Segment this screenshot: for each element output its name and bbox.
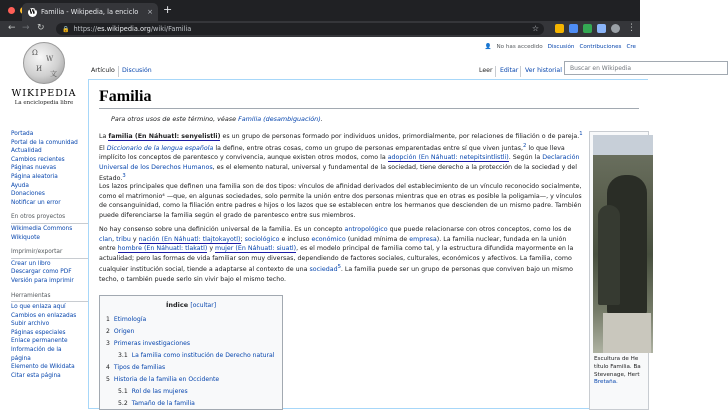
- toc-link[interactable]: Origen: [113, 328, 135, 335]
- link[interactable]: tribu: [116, 235, 131, 243]
- toc-item[interactable]: [118, 400, 195, 407]
- sidebar-item[interactable]: Enlace permanente: [11, 338, 68, 345]
- toc-item[interactable]: [106, 340, 190, 347]
- sidebar-item[interactable]: Cambios recientes: [11, 156, 65, 163]
- sidebar-item[interactable]: Portada: [11, 131, 34, 137]
- tab-discussion[interactable]: Discusión: [122, 67, 152, 74]
- bold-term: familia (En Náhuatl: senyelistli): [108, 133, 221, 141]
- paragraph-3: [99, 225, 583, 284]
- link[interactable]: sociedad: [309, 266, 338, 274]
- link[interactable]: económico: [311, 235, 346, 243]
- sidebar-item[interactable]: Páginas nuevas: [11, 165, 57, 172]
- sculpture-figure: [598, 205, 620, 305]
- sidebar-item[interactable]: Crear un libro: [11, 260, 51, 267]
- photo-sky: [593, 135, 653, 155]
- sidebar-item[interactable]: Ayuda: [11, 182, 29, 189]
- sidebar-item[interactable]: Lo que enlaza aquí: [11, 304, 66, 311]
- browser-toolbar: [0, 21, 640, 37]
- text: El: [99, 144, 107, 152]
- toc-number: 1: [106, 316, 110, 323]
- personal-tools: [485, 44, 636, 50]
- text: es un grupo de personas formado por individuos unidos, primordialmente, por relaciones de filiación o de pareja.: [220, 133, 580, 141]
- browser-tab-bar: [0, 0, 640, 21]
- caption-link[interactable]: Bretaña.: [594, 379, 618, 386]
- close-window-button[interactable]: [8, 7, 15, 14]
- tab-history[interactable]: Ver historial: [525, 67, 562, 74]
- sidebar-item[interactable]: Notificar un error: [11, 199, 61, 206]
- puzzle-globe-icon: Ω W И 文: [23, 42, 65, 84]
- link[interactable]: nación (En Náhuatl: tlajtokayotl): [138, 235, 241, 243]
- toc-item[interactable]: [106, 364, 165, 371]
- contributions-link[interactable]: Contribuciones: [579, 44, 622, 50]
- toc-link[interactable]: Historia de la familia en Occidente: [113, 376, 220, 383]
- browser-tab[interactable]: [22, 3, 158, 21]
- reference-link[interactable]: 5: [337, 264, 341, 270]
- thumbnail: [589, 131, 649, 410]
- toc-link[interactable]: Tamaño de la familia: [131, 400, 195, 407]
- reference-link[interactable]: 2: [523, 142, 527, 149]
- sculpture-pedestal: [603, 313, 651, 353]
- lock-icon: 🔒: [62, 25, 70, 33]
- toc-link[interactable]: La familia como institución de Derecho natural: [131, 352, 275, 359]
- toc-number: 3: [106, 340, 110, 347]
- caption-line: Stevenage, Hert: [594, 371, 640, 378]
- text: y: [130, 235, 139, 243]
- wikipedia-favicon-icon: W: [29, 8, 36, 16]
- disambiguation-link[interactable]: Familia (desambiguación): [238, 115, 321, 123]
- reference-link[interactable]: 1: [579, 131, 583, 137]
- url-path: /wiki/Familia: [150, 25, 192, 33]
- forward-arrow-icon[interactable]: →: [22, 23, 30, 33]
- toc-item[interactable]: [118, 388, 188, 395]
- toc-number: 5.2: [118, 400, 128, 407]
- sidebar-item[interactable]: Elemento de Wikidata: [11, 364, 75, 371]
- sidebar-item[interactable]: Portal de la comunidad: [11, 139, 78, 146]
- paragraph-1: [99, 130, 583, 184]
- sidebar-item[interactable]: Wikiquote: [11, 234, 40, 241]
- text: , es el elemento natural, universal y fundamental de la sociedad, tiene derecho a la protección de la sociedad y del Estado.: [99, 163, 578, 183]
- text: La: [99, 133, 109, 141]
- url-text: [73, 25, 191, 33]
- toc-link[interactable]: Primeras investigaciones: [113, 340, 191, 347]
- sidebar-item[interactable]: Subir archivo: [11, 321, 50, 328]
- bookmark-star-icon[interactable]: ☆: [531, 24, 539, 33]
- caption-line: Escultura de He: [594, 356, 639, 362]
- sidebar-item[interactable]: Información de la: [11, 347, 62, 354]
- search-input[interactable]: Buscar en Wikipedia: [564, 61, 728, 75]
- sidebar-item[interactable]: Páginas especiales: [11, 329, 66, 336]
- create-account-link[interactable]: Cre: [626, 44, 636, 50]
- page-title: Familia: [99, 88, 152, 105]
- toc-number: 4: [106, 364, 110, 371]
- toc-title: [100, 301, 282, 309]
- sidebar-heading-projects: En otros proyectos: [11, 213, 89, 224]
- toc-number: 5.1: [118, 388, 128, 395]
- extension-icon[interactable]: [583, 24, 592, 33]
- browser-menu-icon[interactable]: ⋮: [627, 23, 636, 33]
- sidebar-item[interactable]: Citar esta página: [11, 372, 61, 379]
- extension-icon[interactable]: [569, 24, 578, 33]
- sidebar-item[interactable]: Wikimedia Commons: [11, 225, 73, 232]
- wordmark: WIKIPEDIA: [11, 88, 77, 99]
- sidebar-item[interactable]: Actualidad: [11, 148, 42, 155]
- hatnote-text: .: [320, 115, 323, 123]
- text: No hay consenso sobre una definición universal de la familia. Es un concepto: [99, 226, 345, 233]
- not-logged-in: No has accedido: [496, 44, 543, 50]
- page-tabs: [88, 64, 640, 78]
- url-prefix: https://: [73, 25, 98, 33]
- toc-item[interactable]: [106, 316, 146, 323]
- text: y: [207, 245, 216, 252]
- declaration-link[interactable]: Declaración Universal de los Derechos Humanos: [99, 154, 580, 171]
- title-divider: [99, 108, 639, 109]
- toc-link[interactable]: Tipos de familias: [113, 364, 166, 371]
- link[interactable]: sociológico: [244, 235, 280, 243]
- text: . Según la: [508, 154, 543, 162]
- link[interactable]: mujer (En Náhuatl: siuatl): [215, 245, 297, 252]
- address-bar[interactable]: [56, 23, 544, 35]
- tab-edit[interactable]: Editar: [500, 67, 519, 74]
- toc-number: 3.1: [118, 352, 128, 359]
- hatnote-text: Para otros usos de este término, véase: [111, 115, 239, 123]
- text: . La familia puede ser un grupo de personas que conviven bajo un mismo techo, o también puede serlo sin vivir bajo el mismo techo.: [99, 266, 573, 283]
- text: (unidad mínima de: [345, 235, 410, 243]
- tab-title: Familia - Wikipedia, la enciclo: [41, 8, 139, 16]
- toc-item[interactable]: [106, 376, 219, 383]
- link[interactable]: antropológico: [344, 226, 388, 233]
- toc-link[interactable]: Rol de las mujeres: [131, 388, 188, 395]
- caption-line: título Familia. Ba: [594, 363, 641, 370]
- sidebar-heading-print: Imprimir/exportar: [11, 248, 89, 259]
- sidebar: [11, 130, 89, 380]
- text: e incluso: [279, 235, 312, 243]
- thumbnail-caption: [594, 356, 654, 387]
- new-tab-button[interactable]: +: [163, 3, 173, 16]
- text: que puede relacionarse con otros conceptos, como los de: [387, 226, 572, 233]
- table-of-contents: [99, 295, 283, 410]
- sidebar-item[interactable]: Cambios en enlazadas: [11, 312, 77, 319]
- url-host: es.wikipedia.org: [97, 25, 151, 33]
- reload-icon[interactable]: ↻: [37, 23, 45, 33]
- toc-number: 5: [106, 376, 110, 383]
- text: ). La familia nuclear, fundada en la unión entre: [99, 235, 567, 252]
- article-content: [88, 79, 648, 409]
- profile-avatar-icon[interactable]: [611, 24, 620, 33]
- reference-link[interactable]: 3: [122, 173, 126, 180]
- toc-link[interactable]: Etimología: [113, 316, 147, 323]
- text: la define, entre otras cosas, como un grupo de personas emparentadas entre sí que viven juntas,: [213, 144, 524, 152]
- paragraph-2: Los lazos principales que definen una familia son de dos tipos: vínculos de afinidad derivados del establecimiento de un vínculo reconocido socialmente, como el matrimonio⁴ —que, en algunas sociedades, solo permite la unión entre dos personas mientras que en otras es posible la poligamia—, y vínculos de consanguinidad, como la filiación entre padres e hijos o los lazos que se establecen entre los hermanos que descienden de un mismo padre. También puede diferenciarse la familia según el grado de parentesco entre sus miembros.: [99, 183, 582, 219]
- toc-number: 2: [106, 328, 110, 335]
- sidebar-item[interactable]: página: [11, 355, 31, 362]
- toc-item[interactable]: [106, 328, 134, 335]
- tab-divider: [520, 66, 521, 77]
- text: ,: [112, 235, 117, 243]
- text: ;: [240, 235, 245, 243]
- extension-icon[interactable]: [555, 24, 564, 33]
- tab-close-icon[interactable]: ×: [147, 8, 153, 16]
- tab-read[interactable]: Leer: [476, 64, 496, 77]
- talk-link[interactable]: Discusión: [547, 44, 575, 50]
- link[interactable]: hombre (En Náhuatl: tlakatl): [117, 245, 208, 252]
- tab-divider: [495, 66, 496, 77]
- sidebar-item[interactable]: Página aleatoria: [11, 173, 58, 180]
- adoption-link[interactable]: adopción (En Náhuatl: netepitsintlistli): [387, 154, 509, 162]
- sidebar-item[interactable]: Versión para imprimir: [11, 277, 74, 284]
- sidebar-heading-tools: Herramientas: [11, 292, 89, 303]
- hatnote: [111, 115, 323, 123]
- tab-article[interactable]: Artículo: [88, 64, 118, 77]
- link[interactable]: empresa: [409, 235, 437, 243]
- sculpture-photo[interactable]: [593, 135, 653, 353]
- dictionary-link[interactable]: Diccionario de la lengua española: [106, 144, 214, 152]
- wikipedia-logo[interactable]: [8, 42, 80, 106]
- extension-icon[interactable]: [597, 24, 606, 33]
- toc-heading: Índice: [165, 301, 189, 309]
- link[interactable]: clan: [99, 235, 113, 243]
- text: lo que lleva implícito los conceptos de parentesco y convivencia, aunque existen otros modos, como la: [99, 144, 565, 162]
- text: , es el modelo principal de familia como tal, y la estructura difundida mayormente en la actualidad; pero las formas de vida familiar son muy diversas, dependiendo de factores sociales, culturales, económicos y afectivos. La familia, como cualquier institución social, tiende a adaptarse al contexto de una: [99, 245, 574, 274]
- sidebar-item[interactable]: Donaciones: [11, 191, 45, 198]
- user-icon: 👤: [484, 44, 492, 50]
- toc-item[interactable]: [118, 352, 274, 359]
- back-arrow-icon[interactable]: ←: [8, 23, 16, 33]
- sidebar-item[interactable]: Descargar como PDF: [11, 269, 72, 276]
- tagline: La enciclopedia libre: [14, 100, 74, 106]
- toc-hide-toggle[interactable]: [ocultar]: [190, 302, 217, 309]
